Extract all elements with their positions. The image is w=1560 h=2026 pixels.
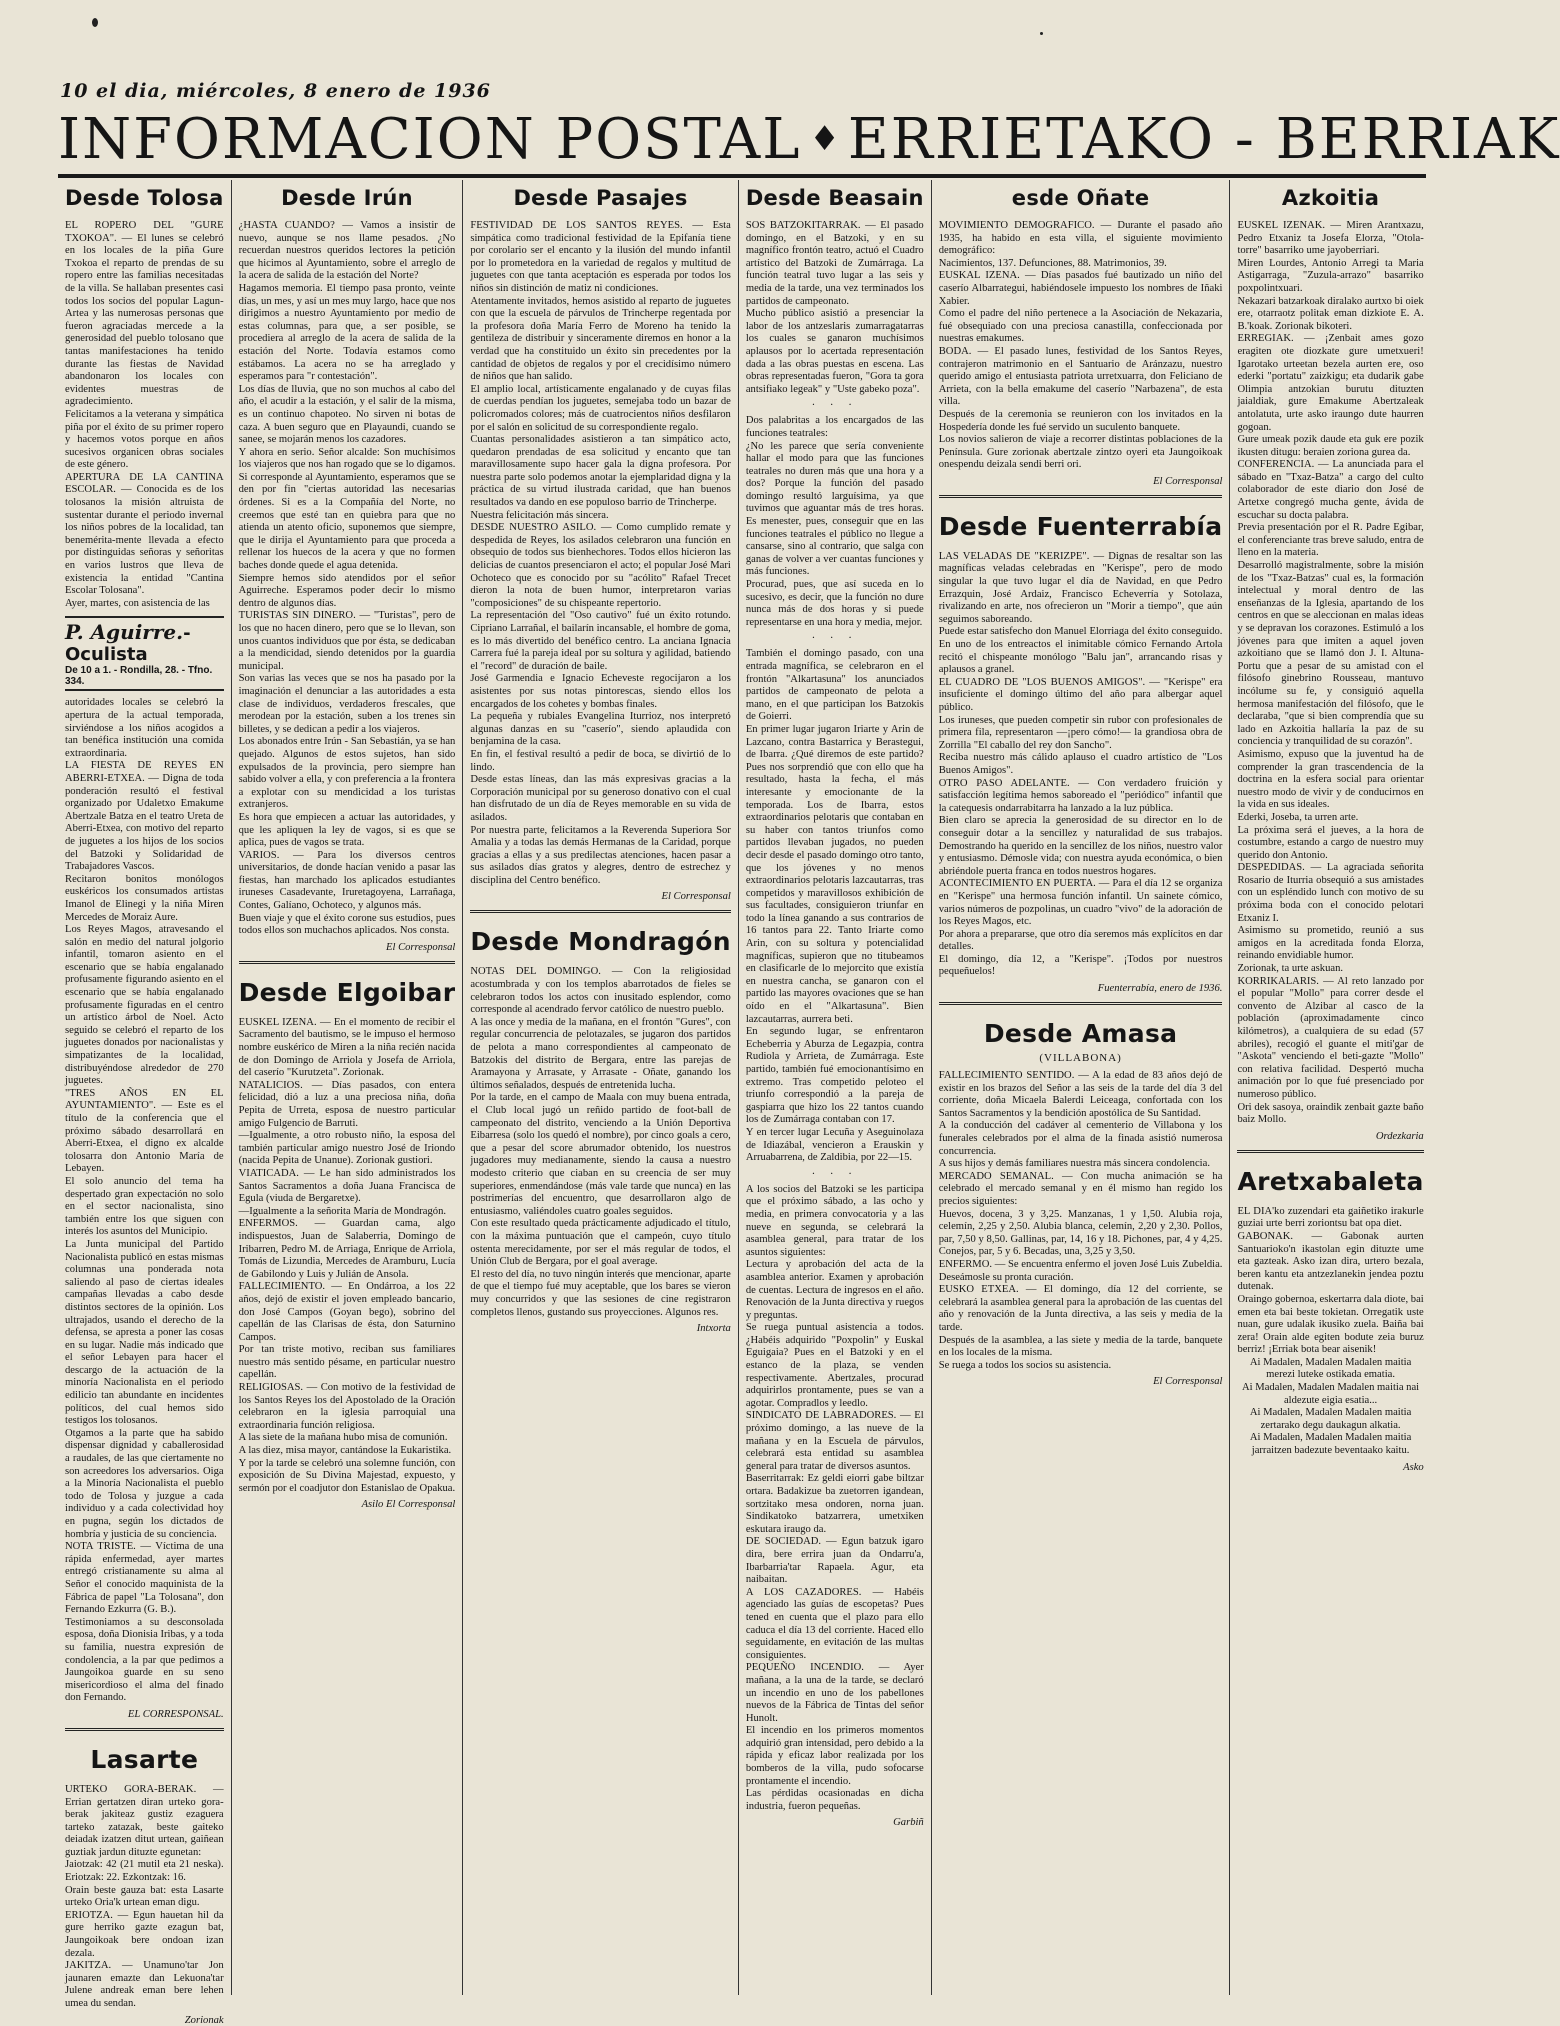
article-paragraph: El amplio local, artísticamente engalanado y de cuyas filas de cuerdas pendían los juguetes, semejaba todo un bazar de policromados colores; más de cuatrocientos niños desfilaron por el salón en solicitud de su correspondiente regalo. [470, 383, 731, 433]
article-paragraph: —Igualmente a la señorita María de Mondragón. [238, 1205, 447, 1217]
article-paragraph: RELIGIOSAS. — Con motivo de la festividad de los Santos Reyes los del Apostolado de la Oración celebraron en la iglesia parroquial una extraordinaria función religiosa. [238, 1382, 456, 1431]
article-paragraph: Las pérdidas ocasionadas en dicha industria, fueron pequeñas. [745, 1788, 924, 1812]
article-paragraph: Gure umeak pozik daude eta guk ere pozik ikusten ditugu: beraien zoriona gurea da. [1237, 434, 1424, 458]
article-paragraph: A la conducción del cadáver al cementerio de Villabona y los funerales celebrados por el alma de la finada asistió numerosa concurrencia. [938, 1120, 1223, 1157]
article-paragraph: EL CUADRO DE "LOS BUENOS AMIGOS". — "Kerispe" era insuficiente el domingo último del año para albergar aquel público. [938, 676, 1223, 713]
article-paragraph: Se ruega puntual asistencia a todos. ¿Habéis adquirido "Poxpolin" y Euskal Eguigaia? Pues en el Batzoki y en el estanco de la plaza, se venden respectivamente. Abertzales, procurad adquirirlos prontamente, pues se van a agotar. Compradlos y leedlo. [745, 1322, 924, 1409]
ornament-divider: · · · [811, 633, 858, 645]
article-paragraph: Siempre hemos sido atendidos por el señor Aguirreche. Esperamos poder decir lo mismo dentro de algunos días. [238, 572, 456, 609]
article-paragraph: URTEKO GORA-BERAK. — Errian gertatzen diran urteko gora-berak jakiteaz gustiz ezaguera tarteko zatazak, beste gaiteko deiadak izatzen ditut urtean, gaiñean guztiak jardun dituzte egunetan: [65, 1783, 224, 1858]
article-paragraph: BODA. — El pasado lunes, festividad de los Santos Reyes, contrajeron matrimonio en el Santuario de Aránzazu, nuestro querido amigo el entusiasta patriota urretxuarra, don Feliciano de Arrieta, con la bella emakume del caserío "Narbazena", de esta villa. [938, 345, 1223, 408]
article-paragraph: EL ROPERO DEL "GURE TXOKOA". — El lunes se celebró en los locales de la piña Gure Txokoa el reparto de prendas de su ropero entre las familias necesitadas de la villa. Se hallaban presentes casi todos los socios del popular Lagun-Artea y las numerosas personas que fueron agraciadas mercede a la generosidad del pueblo tolosano que tantas manifestaciones ha tenido durante las fiestas de Navidad abandonaron los locales con evidentes muestras de agradecimiento. [65, 220, 224, 408]
article-paragraph: Nacimientos, 137. Defunciones, 88. Matrimonios, 39. [938, 257, 1167, 269]
article-paragraph: LA FIESTA DE REYES EN ABERRI-ETXEA. — Digna de toda ponderación resultó el festival organizado por Udaletxo Emakume Abertzale Batza en el teatro Ureta de Aberri-Etxea, con motivo del reparto de juguetes a los hijos de los socios del Batzoki y Solidaridad de Trabajadores Vascos. [65, 760, 224, 873]
article-paragraph: FESTIVIDAD DE LOS SANTOS REYES. — Esta simpática como tradicional festividad de la Epifanía tiene por corolario ser el encanto y la ilusión del mundo infantil por lo prometedora en la variedad de regalos y multitud de juguetes con que tanta aceptación es esperada por todos los niños sin distinción de matiz ni condiciones. [470, 220, 731, 294]
dateline: Fuenterrabía, enero de 1936. [1097, 983, 1223, 995]
price-list: Huevos, docena, 3 y 3,25. Manzanas, 1 y 1,50. Alubia roja, celemín, 2,25 y 2,50. Alubia blanca, celemín, 2,20 y 2,30. Pollos, par, 7,50 y 8,50. Gallinas, par, 14, 16 y 18. Pichones, par, 4 y 4,25. Conejos, par, 5 y 6. Becadas, una, 3,25 y 3,50. [938, 1208, 1223, 1258]
article-paragraph: MERCADO SEMANAL. — Con mucha animación se ha celebrado el mercado semanal y en él mismo han regido los precios siguientes: [938, 1170, 1223, 1207]
ornament-divider: · · · [811, 1168, 858, 1180]
article-paragraph: PEQUEÑO INCENDIO. — Ayer mañana, a la una de la tarde, se declaró un incendio en uno de los pabellones nuevos de la Fábrica de Tintas del señor Hunolt. [745, 1662, 924, 1724]
article-paragraph: El solo anuncio del tema ha despertado gran expectación no solo en el sector nacionalista, sino también entre los que siguen con interés los asuntos del Municipio. [65, 1175, 224, 1238]
article-paragraph: Los días de lluvia, que no son muchos al cabo del año, el acudir a la estación, y el salir de la misma, es un continuo chapoteo. No sirven ni botas de caza. A buen seguro que en Playaundi, cuando se sanee, se mojarán menos los cazadores. [238, 383, 456, 446]
article-paragraph: Lectura y aprobación del acta de la asamblea anterior. Examen y aprobación de cuentas. Lectura de ingresos en el año. Renovación de la Junta directiva y ruegos y preguntas. [745, 1259, 924, 1321]
header-line: 10 el dia, miércoles, 8 enero de 1936 [60, 80, 491, 102]
article-paragraph: Jaiotzak: 42 (21 mutil eta 21 neska). Eriotzak: 22. Ezkontzak: 16. [65, 1859, 224, 1884]
article-paragraph: Y en tercer lugar Lecuña y Aseguinolaza de Idiazábal, vencieron a Erauskin y Arruabarrena, de Zaldibia, por 22—15. [745, 1126, 924, 1164]
article-paragraph: Ayer, martes, con asistencia de las [65, 597, 210, 609]
article-paragraph: En primer lugar jugaron Iriarte y Arin de Lazcano, contra Bastarrica y Berastegui, de Ibarra. ¿Qué diremos de este partido? Pues nos sorprendió que con ello que ha resultado, hasta la fecha, el más interesante y emocionante de la temporada. Los de Ibarra, estos extraordinarios pelotaris que contaban en su haber con tantos triunfos como partidos llevaban jugados, no pueden decir desde el pasado domingo otro tanto, que los jóvenes y no menos extraordinarios pelotaris lazcautarras, tras competidos y maravillosos exhibición de sus facultades, consiguieron triunfar en todo la línea ganando a sus contrarios de 16 tantos para 22. Tanto Iriarte como Arin, con su soltura y potencialidad magníficas, supieron que no titubeamos en clasificarle de lo mejorcito que existía en nuestra cancha, se ganaron con el partido las mayores ovaciones que se han oído en el "Alkartasuna". Bien lazcautarras, aurrera beti. [745, 723, 924, 1025]
correspondent-signature: El Corresponsal [1153, 1376, 1223, 1388]
article-paragraph: CONFERENCIA. — La anunciada para el sábado en "Txaz-Batza" a cargo del culto colaborador de este diario don José de Artetxe congregó mucha gente, ávida de escuchar su docta palabra. [1237, 459, 1424, 521]
article-paragraph: TURISTAS SIN DINERO. — "Turistas", pero de los que no hacen dinero, pero que se lo llevan, son unos cuantos individuos que por ésta, se dedicaban a la mendicidad, siendo detenidos por la guardia municipal. [238, 610, 456, 672]
article-paragraph: Desarrolló magistralmente, sobre la misión de los "Txaz-Batzas" cual es, la formación intelectual y moral dentro de las enseñanzas de la Iglesia, apartando de los centros en que se aleccionan en malas ideas y se depravan los corazones. Estimuló a los jóvenes para que imiten a aquel joven azkoitiano que se llamó don J. I. Altuna-Portu que a pesar de su amistad con el filósofo ginebrino Rousseau, mantuvo incólume su fe, y consiguió aquella hermosa manifestación del filósofo, que le declaraba, "que si bien comprendía que su lado en Azkoitia hallaría la paz de su conciencia y tranquilidad de su corazón". [1237, 560, 1424, 748]
verse: Ai Madalen, Madalen Madalen maitia jarraitzen badezute beventaako kaitu. [1249, 1432, 1412, 1457]
article-paragraph: VARIOS. — Para los diversos centros universitarios, de donde hacían venido a pasar las fiestas, han marchado los aplicados estudiantes iruneses Casadevante, Iruretagoyena, Larrañaga, Contes, Galíano, Ochoteco, y algunos más. [238, 849, 456, 912]
oculist-advertisement [65, 616, 224, 691]
article-paragraph: EUSKEL IZENAK. — Miren Arantxazu, Pedro Etxaniz ta Josefa Elorza, "Otola-torre" basarriko ume jayoberriari. [1237, 220, 1424, 257]
ad-profession: - Oculista [65, 623, 191, 666]
article-paragraph: Y por la tarde se celebró una solemne función, con exposición de Su Divina Majestad, expuesto, y sermón por el coadjutor don Estanislao de Opakua. [238, 1457, 456, 1494]
article-paragraph: Bien claro se aprecia la generosidad de su director en lo de conseguir dotar a la sencillez y naturalidad de sus trabajos. Demostrando ha querido en la sencillez de los niños, nuestro valor y entusiasmo. Démosle vida; con nuestra ayuda económica, o bien abriéndole puerta franca en todos nuestros hogares. [938, 815, 1223, 877]
article-paragraph: Cuantas personalidades asistieron a tan simpático acto, quedaron prendadas de esa solicitud y encanto que tan maravillosamente supo hacer gala la digna profesora. Por nuestra parte solo podemos anotar la ejemplaridad digna y la práctica de su virtud ilustrada caridad, que han buenos resultados va dando en ese populoso barrio de Trincherpe. [470, 434, 731, 509]
article-paragraph: ¿HASTA CUANDO? — Vamos a insistir de nuevo, aunque se nos llame pesados. ¿No recuerdan nuestros queridos lectores la petición que hicimos al Ayuntamiento, sobre el arreglo de la acera de salida de la estación del Norte? [238, 220, 456, 282]
section-heading-aretxabaleta: Aretxabaleta [1237, 1166, 1424, 1196]
article-paragraph: NOTA TRISTE. — Víctima de una rápida enfermedad, ayer martes entregó cristianamente su alma al Señor el conocido maquinista de la Fábrica de papel "La Tolosana", don Fernando Ezkurra (G. B.). [65, 1541, 224, 1616]
section-heading-tolosa: Desde Tolosa [65, 186, 224, 210]
section-divider [1237, 1150, 1423, 1153]
article-paragraph: Ori dek sasoya, oraindik zenbait gazte baño baiz Mollo. [1237, 1101, 1424, 1126]
article-paragraph: Los abonados entre Irún - San Sebastián, ya se han quejado. Algunos de estos sujetos, han sido expulsados de la provincia, pero siempre han sabido volver a ella, y con preferencia a la frontera a explotar con su mendicidad a los turistas extranjeros. [238, 736, 456, 811]
article-paragraph: APERTURA DE LA CANTINA ESCOLAR. — Conocida es de los tolosanos la misión altruista de sustentar durante el periodo invernal los niños pobres de la localidad, tan benemérita-mente llevada a efecto por distinguidas señoras y señoritas en varios lustros que lleva de existencia la entidad "Cantina Escolar Tolosana". [65, 471, 224, 597]
article-paragraph: Los novios salieron de viaje a recorrer distintas poblaciones de la Península. Gure zorionak abertzale zintzo oyeri eta Jaungoikoak onespendu deizala sendi berri ori. [938, 434, 1223, 471]
article-paragraph: Asimismo su prometido, reunió a sus amigos en la acreditada fonda Elorza, reinando envidiable humor. [1237, 925, 1424, 962]
section-heading-irun: Desde Irún [281, 186, 413, 210]
column-5 [932, 180, 1231, 1995]
article-paragraph: Hagamos memoria. El tiempo pasa pronto, veinte días, un mes, y así un mes muy largo, hace que nos dirigimos a nuestro Ayuntamiento por medio de estas columnas, para que, a ser posible, se procediera al arreglo de la acera de salida de la estación del Norte. Todavía estamos como estábamos. La acera no se ha arreglado y esperamos para "r contestación". [238, 282, 456, 383]
article-paragraph: A LOS CAZADORES. — Habéis agenciado las guías de escopetas? Pues tened en cuenta que el plazo para ello caduca el día 13 del corriente. Haced ello seguidamente, en evitación de las multas consiguientes. [745, 1586, 924, 1661]
article-paragraph: Miren Lourdes, Antonio Arregi ta Maria Astigarraga, "Zuzula-arrazo" basarriko poxpolintxuari. [1237, 257, 1424, 294]
article-paragraph: José Garmendia e Ignacio Echeveste regocijaron a los asistentes por sus notas pintorescas, siendo ellos los encargados de los cohetes y bombas finales. [470, 673, 731, 710]
article-paragraph: El incendio en los primeros momentos adquirió gran intensidad, pero debido a la rápida y eficaz labor realizada por los bomberos de la villa, pudo sofocarse prontamente el incendio. [745, 1725, 924, 1787]
correspondent-signature: El Corresponsal [386, 941, 456, 953]
article-paragraph: Nekazari batzarkoak diralako aurtxo bi oiek ere, otarraotz politak eman dizkiote E. A. B.'koak. Zorionak bikoteri. [1237, 295, 1424, 332]
article-paragraph: EUSKEL IZENA. — En el momento de recibir el Sacramento del bautismo, se le impuso el hermoso nombre euskérico de Miren a la niña recién nacida de don Domingo de Arriola y Josefa de Arriola, del caserío "Kurutzeta". Zorionak. [238, 1016, 456, 1079]
article-paragraph: FALLECIMIENTO. — En Ondárroa, a los 22 años, dejó de existir el joven empleado bancario, don José Campos (Goyan bego), sobrino del capellán de las Clarisas de ésta, don Saturnino Campos. [238, 1281, 456, 1343]
article-paragraph: Zorionak, ta urte askuan. [1237, 963, 1344, 975]
correspondent-signature: Intxorta [696, 1323, 731, 1335]
article-paragraph: ERREGIAK. — ¡Zenbait ames gozo eragiten ote diozkate gure umetxueri! Igarotako urteetan bezela aurten ere, oso ederki "portatu" zaizkigu; eta dudarik gabe Olimpia antzokian burutu dituzten jaialdiak, gure Emakume Abertzaleak antolatuta, urte asko iraungo dute haurren gogoan. [1237, 333, 1424, 433]
section-heading-onate: esde Oñate [1011, 186, 1150, 210]
article-paragraph: La pequeña y rubiales Evangelina Iturrioz, nos interpretó algunas danzas en su "caserío", siendo aplaudida con benjamina de la casa. [470, 711, 731, 748]
ad-details: De 10 a 1. - Rondilla, 28. - Tfno. 334. [65, 665, 213, 688]
verse: Ai Madalen, Madalen Madalen maitia merezi luteke ostikada ematia. [1249, 1356, 1412, 1381]
correspondent-signature: El Corresponsal [661, 891, 731, 903]
article-paragraph: Los iruneses, que pueden competir sin rubor con profesionales de primera fila, representaron —¡pero cómo!— la grandiosa obra de Zorrilla "El caballo del rey don Sancho". [938, 714, 1223, 751]
section-divider [239, 961, 456, 964]
section-heading-fuenterrabia: Desde Fuenterrabía [938, 511, 1223, 541]
section-heading-lasarte: Lasarte [90, 1744, 199, 1774]
section-heading-amasa: Desde Amasa [983, 1019, 1178, 1049]
article-paragraph: KORRIKALARIS. — Al reto lanzado por el popular "Mollo" para correr desde el convento de Alzibar al casco de la población (aproximadamente cinco kilómetros), a cualquiera de su edad (57 abriles), recogió el guante el miti'gar de "Askota" venciendo el beti-gazte "Mollo" con relativa facilidad. Despertó mucha animación por lo que fué presenciado por numeroso público. [1237, 975, 1424, 1100]
section-heading-beasain: Desde Beasain [745, 186, 924, 210]
article-paragraph: Como el padre del niño pertenece a la Asociación de Nekazaria, fué obsequiado con una preciosa canastilla, confeccionada por nuestras emakumes. [938, 308, 1223, 345]
section-heading-pasajes: Desde Pasajes [513, 186, 688, 210]
article-paragraph: ACONTECIMIENTO EN PUERTA. — Para el día 12 se organiza en "Kerispe" una hermosa función infantil. Un sainete cómico, varios números de pozpolinas, un cuadro "vivo" de la adoración de los Reyes Magos, etc. [938, 878, 1223, 928]
article-paragraph: SINDICATO DE LABRADORES. — El próximo domingo, a las nueve de la mañana y en la Escuela de párvulos, celebrará esta entidad su asamblea general para tratar de diversos asuntos. [745, 1410, 924, 1472]
article-paragraph: NATALICIOS. — Días pasados, con entera felicidad, dió a luz a una preciosa niña, doña Pepita de Urreta, esposa de nuestro particular amigo Fulgencio de Barruti. [238, 1079, 456, 1129]
article-paragraph: A sus hijos y demás familiares nuestra más sincera condolencia. [938, 1158, 1210, 1170]
article-paragraph: Los Reyes Magos, atravesando el salón en medio del natural jolgorio infantil, tomaron asiento en el escenario que se había engalanado profusamente figurando asiento en el escenario que se había engalanado profusamente figuradas en el centro un artístico árbol de Noel. Acto seguido se celebró el reparto de los juguetes donados por nacionalistas y simpatizantes de la localidad, distribuyéndose alrededor de 270 juguetes. [65, 924, 224, 1087]
article-paragraph: Después de la ceremonia se reunieron con los invitados en la Hospedería donde les fué servido un suculento banquete. [938, 408, 1223, 433]
article-paragraph: DESDE NUESTRO ASILO. — Como cumplido remate y despedida de Reyes, los asilados celebraron una función en obsequio de todos sus bienhechores. Todos ellos hicieron las delicias de cuantos presenciaron el acto; el popular José Mari Ochoteco que es conocido por su "acólito" Rafael Trecet dieron la nota de buen humor, interpretaron varias "composiciones" de su chispeante repertorio. [470, 522, 731, 609]
section-divider [470, 910, 730, 913]
article-paragraph: También el domingo pasado, con una entrada magnífica, se celebraron en el frontón "Alkartasuna" los anunciados partidos de campeonato de pelota a mano, en el que participan los Batzokis de Goierri. [745, 648, 924, 723]
article-paragraph: EUSKAL IZENA. — Días pasados fué bautizado un niño del caserío Albarrategui, habiéndosele impuesto los nombres de Iñaki Xabier. [938, 270, 1223, 307]
section-divider [65, 1728, 224, 1731]
article-paragraph: Por la tarde, en el campo de Maala con muy buena entrada, el Club local jugó un reñido partido de foot-ball de campeonato del distrito, venciendo a la Unión Deportiva Eibarresa (solo los quedó el nombre), por cinco goals a cero, que a pesar del score abrumador obtenido, los nuestros jugadores muy medianamente, siendo la causa a nuestro modesto criterio que ciaban en su creencia de ser muy superiores, enmendándose (más vale tarde que nunca) en las postrimerías del encuentro, que desarrollaron algo de entusiasmo, valiéndoles cuatro goales seguidos. [470, 1092, 731, 1217]
article-paragraph: Por nuestra parte, felicitamos a la Reverenda Superiora Sor Amalia y a todas las demás Hermanas de la Caridad, porque gracias a ellas y a sus predilectas atenciones, hacen pasar a sus asilados días gratos y alegres, dentro de estrechez y disciplina del Centro benéfico. [470, 824, 731, 886]
article-paragraph: Por tan triste motivo, reciban sus familiares nuestro más sentido pésame, en particular nuestro capellán. [238, 1344, 456, 1381]
section-divider [939, 495, 1223, 498]
article-paragraph: ENFERMOS. — Guardan cama, algo indispuestos, Juan de Salaberria, Domingo de Iribarren, Pedro M. de Arriaga, Enrique de Arriola, Tomás de Lizundia, Mercedes de Aramburu, Lucía de Gabilondo y Luis y Julián de Ansola. [238, 1218, 456, 1280]
article-paragraph: Procurad, pues, que así suceda en lo sucesivo, es decir, que la función no dure nunca más de dos horas y si puede representarse en una hora y media, mejor. [745, 579, 924, 628]
article-paragraph: Recitaron bonitos monólogos euskéricos los consumados artistas Imanol de Elinegi y la niña Miren Mercedes de Moraiz Aure. [65, 873, 224, 923]
article-paragraph: La representación del "Oso cautivo" fué un éxito rotundo. Cipriano Larrañal, el bailarín incansable, el hombre de goma, es lo más divertido del benéfico centro. La anciana Ignacia Carrera fué la pareja ideal por su soltura y agilidad, batiendo el "record" de duración de baile. [470, 610, 731, 672]
correspondent-signature: Garbiñ [893, 1817, 924, 1829]
article-paragraph: MOVIMIENTO DEMOGRAFICO. — Durante el pasado año 1935, ha habido en esta villa, el siguiente movimiento demográfico: [938, 220, 1223, 257]
article-paragraph: Se ruega a todos los socios su asistencia. [938, 1359, 1112, 1371]
article-paragraph: A los socios del Batzoki se les participa que el próximo sábado, a las ocho y media, en primera convocatoria y a las nueve en segunda, se celebrará la asamblea general, para tratar de los asuntos siguientes: [745, 1183, 924, 1258]
article-paragraph: Ederki, Joseba, ta urren arte. [1237, 811, 1359, 823]
article-paragraph: ENFERMO. — Se encuentra enfermo el joven José Luis Zubeldia. Deseámosle su pronta curación. [938, 1258, 1223, 1283]
article-paragraph: Dos palabritas a los encargados de las funciones teatrales: [745, 415, 924, 439]
article-paragraph: A las once y media de la mañana, en el frontón "Gures", con regular concurrencia de pelotazales, se jugaron dos partidos de pelota a mano correspondientes al campeonato de Batzokis del distrito de Bergara, entre las parejas de Aramayona y Arrasate, y Arrasate - Oñate, ganando los últimos señalados, después de entretenida lucha. [470, 1016, 731, 1091]
article-paragraph: Por ahora a prepararse, que otro día seremos más explícitos en dar detalles. [938, 928, 1223, 953]
article-paragraph: Y ahora en serio. Señor alcalde: Son muchísimos los viajeros que nos han rogado que se lo digamos. Si corresponde al Ayuntamiento, esperamos que se den por fin "ciertas autoridad las necesarias órdenes. Si es a la Compañía del Norte, no creemos que esté tan en quiebra para que no atienda un atento oficio, suponemos que siempre, que le dirija el Ayuntamiento para que proceda a rellenar los huecos de la acera y que no formen baches donde quede el agua detenida. [238, 446, 456, 572]
article-paragraph: Orain beste gauza bat: esta Lasarte urteko Oria'k urtean eman digu. [65, 1884, 224, 1909]
column-2 [232, 180, 464, 1995]
section-heading-azkoitia: Azkoitia [1281, 186, 1380, 210]
section-subheading: (VILLABONA) [1039, 1052, 1122, 1065]
masthead-title-right: ERRIETAKO - BERRIAK [847, 106, 1560, 172]
verse: Ai Madalen, Madalen Madalen maitia nai aldezute eigia esatia... [1242, 1382, 1420, 1406]
article-paragraph: La Junta municipal del Partido Nacionalista publicó en estas mismas columnas una ponderada nota saliendo al paso de ciertas ideales campañas llevadas a cabo desde distintos sectores de la opinión. Los ultrajados, usando el derecho de la defensa, se apresta a poner las cosas en su lugar. Nadie más indicado que el señor Lebayen para hacer el descargo de la actuación de la minoría Nacionalista en el periodo edilicio tan abundante en incidentes políticos, del cual hemos sido testigos los tolosanos. [65, 1238, 224, 1427]
correspondent-signature: Asko [1403, 1461, 1424, 1473]
masthead-title-left: INFORMACION POSTAL [58, 106, 802, 172]
article-paragraph: JAKITZA. — Unamuno'tar Jon jaunaren emazte dan Lekuona'tar Julene andreak eman bere lehen umea du sendan. [65, 1960, 224, 2009]
article-paragraph: Puede estar satisfecho don Manuel Elorriaga del éxito conseguido. En uno de los entreactos el inimitable cómico Fernando Artola recitó el chispeante monólogo "Balu jan", arrancando risas y aplausos a granel. [938, 626, 1223, 676]
article-paragraph: "TRES AÑOS EN EL AYUNTAMIENTO". — Este es el título de la conferencia que el próximo sábado desarrollará en Aberri-Etxea, el digno ex alcalde tolosarra don Antonio María de Lebayen. [65, 1087, 224, 1175]
article-paragraph: Buen viaje y que el éxito corone sus estudios, pues todos ellos son muchachos aplicados. Nos consta. [238, 912, 456, 937]
article-paragraph: VIATICADA. — Le han sido administrados los Santos Sacramentos a doña Juana Francisca de Egula (viuda de Bergaretxe). [238, 1167, 456, 1205]
article-paragraph: SOS BATZOKITARRAK. — El pasado domingo, en el Batzoki, y en su magnífico frontón teatro, actuó el Cuadro artístico del Batzoki de Zumárraga. La función teatral tuvo lugar a las seis y media de la tarde, una vez terminados los partidos de campeonato. [745, 220, 924, 307]
article-paragraph: Otgamos a la parte que ha sabido dispensar dignidad y caballerosidad a raudales, de las que ciertamente no son acreedores los adversarios. Oiga a la Minoría Nacionalista el pueblo todo de Tolosa y juzgue a cada individuo y a cada colectividad hoy en pugna, según los dictados de hombría y justicia de su conciencia. [65, 1427, 224, 1540]
article-paragraph: La próxima será el jueves, a la hora de costumbre, estando a cargo de nuestro muy querido don Antonio. [1237, 824, 1424, 861]
article-paragraph: Oraingo gobernoa, eskertarra dala diote, bai emen eta bai beste tokietan. Orregatik uste nuan, gure udalak ikusiko zuela. Baiña bai zera! Orain alde egiten bodute zeia buruz berriz! ¡Erriak bota bear aisenik! [1237, 1293, 1424, 1356]
article-paragraph: Con este resultado queda prácticamente adjudicado el título, con la máxima puntuación que el campeón, cuyo título ostenta merecidamente, por ser el más regular de todos, el Unión Club de Bergara, por el goal average. [470, 1218, 731, 1268]
verse: Ai Madalen, Madalen Madalen maitia zertarako degu daukagun alkatia. [1249, 1407, 1412, 1431]
section-divider [939, 1002, 1223, 1005]
article-paragraph: A las siete de la mañana hubo misa de comunión. [238, 1432, 448, 1444]
ornament-divider: · · · [811, 400, 858, 412]
article-paragraph: ERIOTZA. — Egun hauetan hil da gure herriko gazte ezagun bat, Jaungoikoak bere ondoan izan dezala. [65, 1909, 224, 1959]
correspondent-signature: Zorionak [184, 2014, 224, 2026]
correspondent-signature: Asilo El Corresponsal [361, 1499, 456, 1511]
article-paragraph: FALLECIMIENTO SENTIDO. — A la edad de 83 años dejó de existir en los brazos del Señor a las seis de la tarde del día 3 del corriente, doña Micaela Balerdi Leiceaga, confortada con los Santos Sacramentos y la bendición apostólica de Su Santidad. [938, 1070, 1223, 1119]
article-paragraph: LAS VELADAS DE "KERIZPE". — Dignas de resaltar son las magníficas veladas celebradas en "Kerispe", pero de modo singular la que tuvo lugar el día de Navidad, en que Pedro Errazquin, José Ardaiz, Francisco Echeverría y Sotolaza, rivalizando en arte, nos ofrecieron un "Morir a tiempo", que aún seguimos saboreando. [938, 550, 1223, 625]
masthead-separator: ♦ [809, 119, 840, 159]
column-4 [739, 180, 932, 1995]
article-paragraph: OTRO PASO ADELANTE. — Con verdadero fruición y satisfacción legítima hemos saboreado el "periódico" infantil que la catequesis ondarrabitarra ha lanzado a la luz pública. [938, 777, 1223, 814]
ink-speck [92, 18, 98, 27]
article-paragraph: El domingo, día 12, a "Kerispe". ¡Todos por nuestros pequeñuelos! [938, 953, 1223, 978]
column-1 [58, 180, 232, 2026]
correspondent-signature: El Corresponsal [1153, 475, 1223, 487]
correspondent-signature: Ordezkaria [1375, 1130, 1424, 1142]
article-paragraph: NOTAS DEL DOMINGO. — Con la religiosidad acostumbrada y con los templos abarrotados de fieles se celebraron todos los actos con inusitado esplendor, como corresponde al acendrado fervor católico de nuestro pueblo. [470, 966, 731, 1016]
article-paragraph: —Igualmente, a otro robusto niño, la esposa del también particular amigo nuestro José de Iriondo (nacida Pepita de Unanue). Zorionak gustiori. [238, 1130, 456, 1167]
section-heading-elgoibar: Desde Elgoibar [238, 977, 456, 1007]
ink-speck [1040, 32, 1043, 35]
article-paragraph: En fin, el festival resultó a pedir de boca, se divirtió de lo lindo. [470, 748, 731, 773]
column-6 [1230, 180, 1430, 1995]
article-paragraph: Testimoniamos a su desconsolada esposa, doña Dionisia Iribas, y a toda su familia, nuestra expresión de condolencia, a la par que pedimos a Jaungoikoa guarde en su seno misericordioso el alma del finado don Fernando. [65, 1616, 224, 1704]
section-heading-mondragon: Desde Mondragón [470, 927, 731, 957]
article-paragraph: Es hora que empiecen a actuar las autoridades, y que les apliquen la ley de vagos, si es que se aplica, pues de vagos se trata. [238, 811, 456, 849]
article-paragraph: EL DIA'ko zuzendari eta gaiñetiko irakurle guziai urte berri zoriontsu bat opa diet. [1237, 1205, 1424, 1230]
article-paragraph: ¿No les parece que sería conveniente hallar el modo para que las funciones teatrales no duren más que una hora y a dos? Porque la función del pasado domingo resultó larguísima, ya que tuvimos que aguantar más de tres horas. Es menester, pues, conseguir que en las funciones teatrales el público no llegue a cansarse, sino al contrario, que salga con ganas de volver a ver cuantas funciones y más funciones. [745, 440, 924, 578]
article-paragraph: Después de la asamblea, a las siete y media de la tarde, banquete en los locales de la misma. [938, 1334, 1223, 1359]
article-paragraph: Son varias las veces que se nos ha pasado por la imaginación el denunciar a las autoridades a esta clase de individuos, verdaderos frescales, que merodean por la estación, suben a los trenes sin billetes, y se dedican a pedir a los viajeros. [238, 673, 456, 735]
column-3 [463, 180, 738, 1995]
columns [58, 180, 1426, 2026]
article-paragraph: Asimismo, expuso que la juventud ha de comprender la gran trascendencia de la doctrina en la esfera social para orientar nuestro modo de vivir y de conducirnos en la vida en sus ideales. [1237, 748, 1424, 811]
masthead [58, 104, 1560, 178]
article-paragraph: Baserritarrak: Ez geldi eiorri gabe biltzar ortara. Badakizue ba zuetorren igandean, sortzitako mesa ondoren, norna juan. Sindikatoko batzarrera, umetxiken eskutara iraugo da. [745, 1473, 924, 1535]
article-paragraph: DE SOCIEDAD. — Egun batzuk igaro dira, bere errira juan da Ondarru'a, Ibarbarria'tar Rapaela. Agur, eta naibaitan. [745, 1536, 924, 1586]
article-paragraph: En segundo lugar, se enfrentaron Echeberria y Aburza de Legazpia, contra Rudiola y Arrieta, de Zumárraga. Este partido, también fué emocionantísimo en extremo. Tras competido peloteo el triunfo correspondió a la pareja de gaspiarra que hizo los 22 tantos cuando los de Zumárraga contaban con 17. [745, 1026, 924, 1126]
article-paragraph: EUSKO ETXEA. — El domingo, día 12 del corriente, se celebrará la asamblea general para la aprobación de las cuentas del año y renovación de la Junta directiva, a las seis y media de la tarde. [938, 1284, 1223, 1333]
article-paragraph: Atentamente invitados, hemos asistido al reparto de juguetes con que la escuela de párvulos de Trincherpe regentada por la profesora doña María Ferro de Moreno ha tenido la gentileza de distribuir y sinceramente diremos en honor a la verdad que ha constituido un éxito sin precedentes por la cantidad de objetos de regalos y por el crecidísimo número de niños que han salido. [470, 295, 731, 383]
article-paragraph: El resto del día, no tuvo ningún interés que mencionar, aparte de que el tiempo fué muy aceptable, que los bares se vieron muy concurridos y que las sesiones de cine registraron completos llenos, gustando sus proyecciones. Algunos res. [470, 1268, 731, 1318]
article-paragraph: Nuestra felicitación más sincera. [470, 509, 609, 521]
article-paragraph: DESPEDIDAS. — La agraciada señorita Rosario de Iturria obsequió a sus amistades con un espléndido lunch con motivo de su próxima boda con el conocido pelotari Etxaniz I. [1237, 862, 1424, 924]
article-paragraph: Mucho público asistió a presenciar la labor de los antzeslaris zumarragatarras los cuales se ganaron muchísimos aplausos por lo acertada representación dada a las obras puestas en escena. Las obras representadas fueron, "Gora ta gora antsifiako legeak" y "Uste gabeko poza". [745, 308, 924, 395]
article-paragraph: Reciba nuestro más cálido aplauso el cuadro artístico de "Los Buenos Amigos". [938, 752, 1223, 776]
correspondent-signature: EL CORRESPONSAL. [127, 1708, 224, 1720]
article-paragraph: Desde estas líneas, dan las más expresivas gracias a la Corporación municipal por su generoso donativo con el cual han disfrutado de un día de Reyes memorable en su vida de asilados. [470, 774, 731, 823]
article-paragraph: Previa presentación por el R. Padre Egibar, el conferenciante tras breve saludo, entra de lleno en la materia. [1237, 522, 1424, 559]
article-paragraph: autoridades locales se celebró la apertura de la actual temporada, sirviéndose a los niños acogidos a tan benéfica institución una comida extraordinaria. [65, 697, 224, 759]
article-paragraph: Felicitamos a la veterana y simpática piña por el éxito de su primer ropero y hacemos votos porque en años sucesivos organicen obras sociales de este género. [65, 408, 224, 471]
article-paragraph: GABONAK. — Gabonak aurten Santuarioko'n ikastolan egin dituzte ume eta gazteak. Asko izan dira, urtero bezala, beren kantu eta antzezlanekin jendea poztu dutenak. [1237, 1230, 1424, 1293]
ad-name: P. Aguirre. [65, 620, 184, 645]
article-paragraph: A las diez, misa mayor, cantándose la Eukaristika. [238, 1445, 452, 1457]
